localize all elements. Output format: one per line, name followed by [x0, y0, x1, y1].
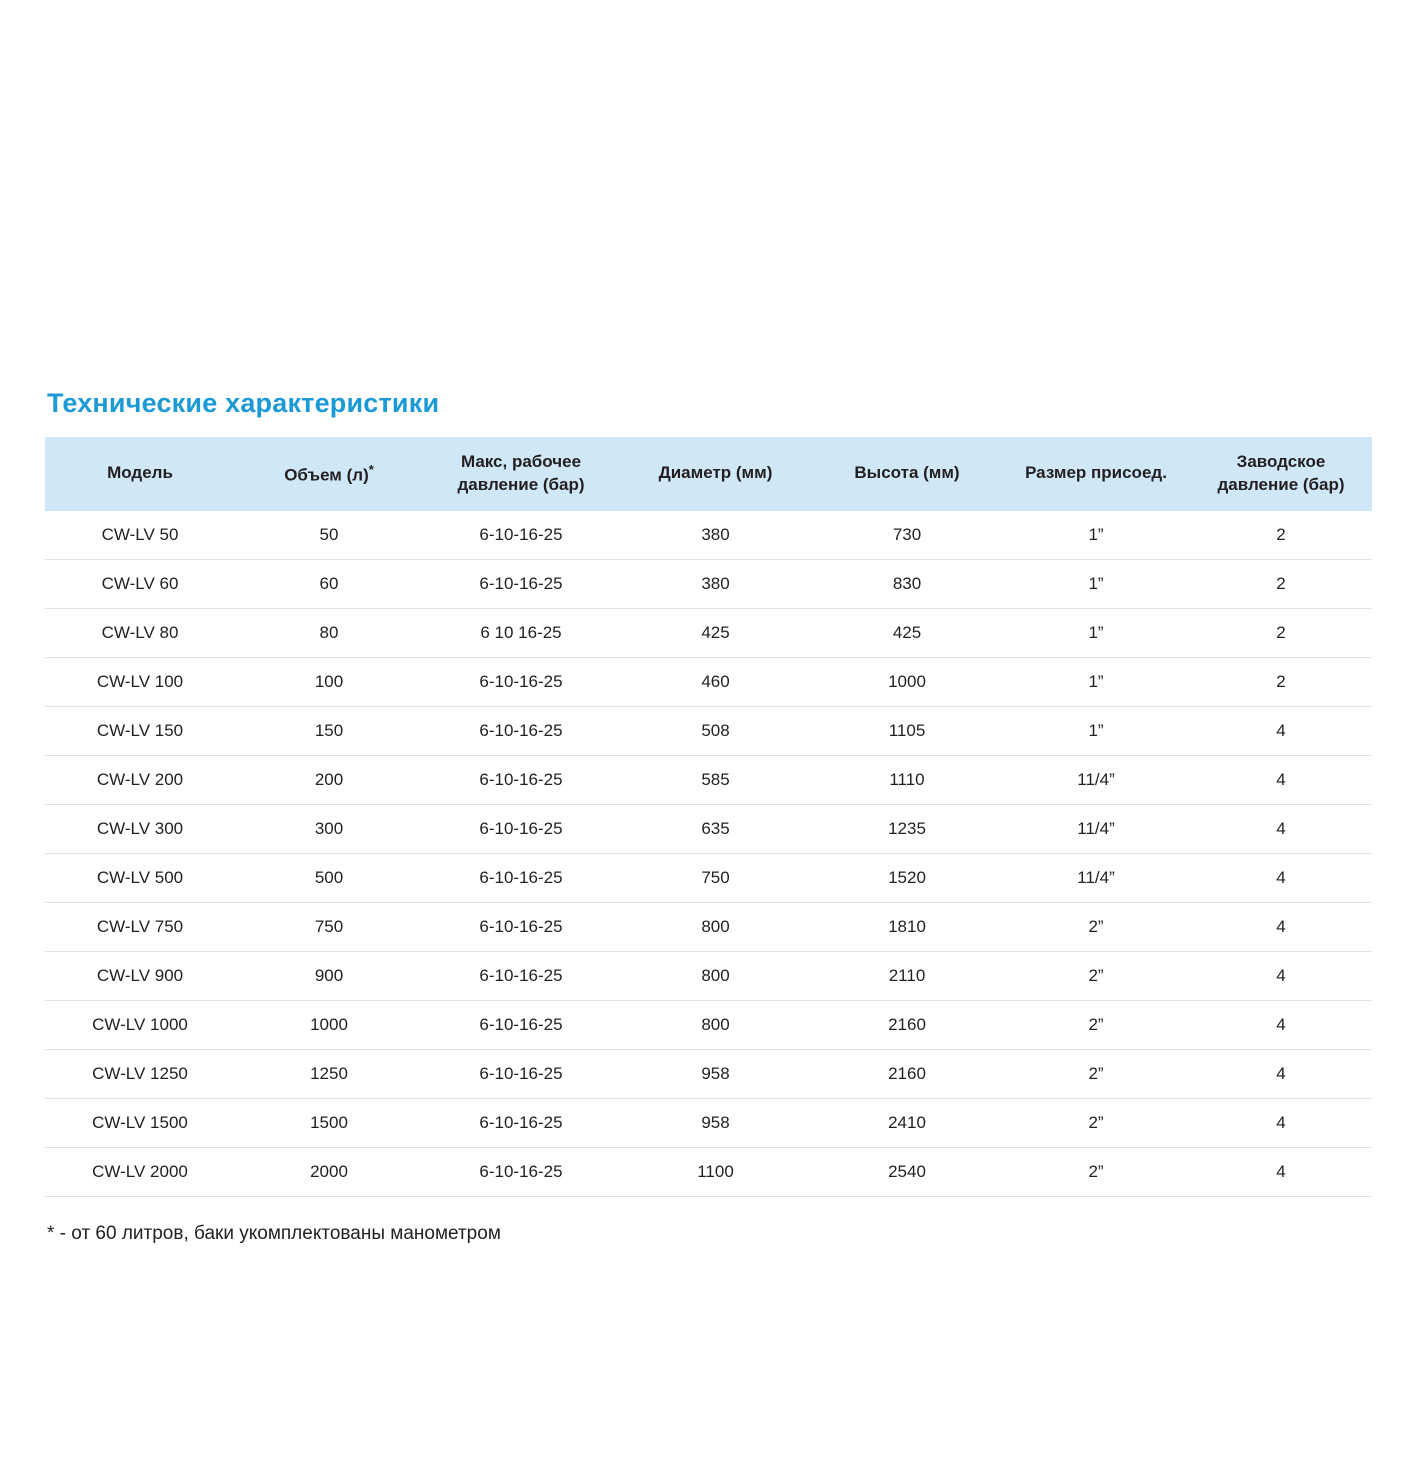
cell-volume: 1500 — [235, 1098, 423, 1147]
cell-height: 2110 — [812, 951, 1002, 1000]
table-header — [45, 437, 1372, 511]
cell-height: 730 — [812, 511, 1002, 560]
cell-volume: 60 — [235, 559, 423, 608]
footnote-star: * — [47, 1222, 55, 1244]
cell-diameter: 800 — [619, 951, 812, 1000]
cell-volume: 300 — [235, 804, 423, 853]
cell-model: CW-LV 100 — [45, 657, 235, 706]
cell-factory-pressure: 4 — [1190, 755, 1372, 804]
cell-model: CW-LV 1250 — [45, 1049, 235, 1098]
cell-connection-size: 11/4” — [1002, 755, 1190, 804]
cell-model: CW-LV 2000 — [45, 1147, 235, 1196]
cell-connection-size: 2” — [1002, 902, 1190, 951]
cell-height: 425 — [812, 608, 1002, 657]
table-row — [45, 902, 1372, 951]
cell-max-pressure: 6 10 16-25 — [423, 608, 619, 657]
cell-max-pressure: 6-10-16-25 — [423, 1049, 619, 1098]
cell-height: 2540 — [812, 1147, 1002, 1196]
cell-connection-size: 1” — [1002, 511, 1190, 560]
specifications-table — [45, 437, 1372, 1197]
cell-model: CW-LV 150 — [45, 706, 235, 755]
cell-max-pressure: 6-10-16-25 — [423, 1147, 619, 1196]
cell-factory-pressure: 2 — [1190, 608, 1372, 657]
table-row — [45, 755, 1372, 804]
cell-model: CW-LV 1500 — [45, 1098, 235, 1147]
cell-diameter: 380 — [619, 511, 812, 560]
column-header-height: Высота (мм) — [812, 437, 1002, 511]
column-header-diameter: Диаметр (мм) — [619, 437, 812, 511]
column-header-max-pressure: Макс, рабочее давление (бар) — [423, 437, 619, 511]
cell-volume: 50 — [235, 511, 423, 560]
cell-connection-size: 1” — [1002, 559, 1190, 608]
cell-volume: 900 — [235, 951, 423, 1000]
cell-factory-pressure: 4 — [1190, 902, 1372, 951]
cell-diameter: 460 — [619, 657, 812, 706]
cell-max-pressure: 6-10-16-25 — [423, 657, 619, 706]
cell-max-pressure: 6-10-16-25 — [423, 559, 619, 608]
cell-factory-pressure: 4 — [1190, 1098, 1372, 1147]
cell-factory-pressure: 2 — [1190, 511, 1372, 560]
cell-model: CW-LV 900 — [45, 951, 235, 1000]
column-header-volume: Объем (л)* — [235, 437, 423, 511]
cell-factory-pressure: 4 — [1190, 1049, 1372, 1098]
cell-height: 1235 — [812, 804, 1002, 853]
cell-diameter: 380 — [619, 559, 812, 608]
cell-volume: 1250 — [235, 1049, 423, 1098]
table-row — [45, 657, 1372, 706]
cell-factory-pressure: 4 — [1190, 853, 1372, 902]
cell-connection-size: 1” — [1002, 657, 1190, 706]
cell-diameter: 800 — [619, 1000, 812, 1049]
footnote-text: - от 60 литров, баки укомплектованы манометром — [54, 1222, 501, 1244]
cell-max-pressure: 6-10-16-25 — [423, 804, 619, 853]
cell-model: CW-LV 300 — [45, 804, 235, 853]
cell-height: 1000 — [812, 657, 1002, 706]
cell-connection-size: 2” — [1002, 1000, 1190, 1049]
table-row — [45, 511, 1372, 560]
table-row — [45, 1000, 1372, 1049]
table-row — [45, 1147, 1372, 1196]
cell-diameter: 958 — [619, 1098, 812, 1147]
cell-factory-pressure: 4 — [1190, 951, 1372, 1000]
cell-volume: 100 — [235, 657, 423, 706]
cell-connection-size: 1” — [1002, 706, 1190, 755]
cell-height: 830 — [812, 559, 1002, 608]
cell-height: 2160 — [812, 1000, 1002, 1049]
cell-connection-size: 11/4” — [1002, 804, 1190, 853]
cell-max-pressure: 6-10-16-25 — [423, 1000, 619, 1049]
cell-factory-pressure: 4 — [1190, 706, 1372, 755]
cell-diameter: 425 — [619, 608, 812, 657]
cell-connection-size: 11/4” — [1002, 853, 1190, 902]
cell-diameter: 508 — [619, 706, 812, 755]
cell-connection-size: 2” — [1002, 951, 1190, 1000]
column-header-connection-size: Размер присоед. — [1002, 437, 1190, 511]
cell-diameter: 800 — [619, 902, 812, 951]
cell-connection-size: 2” — [1002, 1049, 1190, 1098]
cell-volume: 500 — [235, 853, 423, 902]
cell-connection-size: 1” — [1002, 608, 1190, 657]
cell-height: 1105 — [812, 706, 1002, 755]
cell-height: 1810 — [812, 902, 1002, 951]
table-row — [45, 853, 1372, 902]
cell-volume: 1000 — [235, 1000, 423, 1049]
cell-volume: 80 — [235, 608, 423, 657]
cell-max-pressure: 6-10-16-25 — [423, 1098, 619, 1147]
table-row — [45, 804, 1372, 853]
page-title: Технические характеристики — [47, 388, 440, 418]
cell-diameter: 750 — [619, 853, 812, 902]
cell-factory-pressure: 4 — [1190, 804, 1372, 853]
cell-model: CW-LV 1000 — [45, 1000, 235, 1049]
table-row — [45, 608, 1372, 657]
table-row — [45, 1098, 1372, 1147]
table-row — [45, 951, 1372, 1000]
table-header-row — [45, 437, 1372, 511]
cell-factory-pressure: 2 — [1190, 657, 1372, 706]
column-header-factory-pressure: Заводское давление (бар) — [1190, 437, 1372, 511]
cell-height: 1110 — [812, 755, 1002, 804]
cell-connection-size: 2” — [1002, 1147, 1190, 1196]
cell-height: 2160 — [812, 1049, 1002, 1098]
cell-model: CW-LV 80 — [45, 608, 235, 657]
cell-height: 1520 — [812, 853, 1002, 902]
footnote — [47, 1223, 1375, 1245]
cell-model: CW-LV 200 — [45, 755, 235, 804]
cell-max-pressure: 6-10-16-25 — [423, 902, 619, 951]
cell-model: CW-LV 750 — [45, 902, 235, 951]
cell-diameter: 635 — [619, 804, 812, 853]
column-header-model: Модель — [45, 437, 235, 511]
volume-footnote-marker: * — [368, 461, 374, 477]
table-row — [45, 559, 1372, 608]
table-row — [45, 706, 1372, 755]
cell-factory-pressure: 2 — [1190, 559, 1372, 608]
cell-max-pressure: 6-10-16-25 — [423, 706, 619, 755]
cell-height: 2410 — [812, 1098, 1002, 1147]
cell-connection-size: 2” — [1002, 1098, 1190, 1147]
cell-volume: 750 — [235, 902, 423, 951]
table-row — [45, 1049, 1372, 1098]
cell-factory-pressure: 4 — [1190, 1147, 1372, 1196]
cell-diameter: 958 — [619, 1049, 812, 1098]
spec-sheet — [45, 388, 1375, 1264]
table-body — [45, 511, 1372, 1197]
cell-max-pressure: 6-10-16-25 — [423, 853, 619, 902]
cell-model: CW-LV 500 — [45, 853, 235, 902]
cell-model: CW-LV 50 — [45, 511, 235, 560]
cell-max-pressure: 6-10-16-25 — [423, 951, 619, 1000]
cell-volume: 200 — [235, 755, 423, 804]
cell-diameter: 1100 — [619, 1147, 812, 1196]
cell-diameter: 585 — [619, 755, 812, 804]
cell-volume: 150 — [235, 706, 423, 755]
cell-factory-pressure: 4 — [1190, 1000, 1372, 1049]
cell-max-pressure: 6-10-16-25 — [423, 755, 619, 804]
cell-model: CW-LV 60 — [45, 559, 235, 608]
cell-max-pressure: 6-10-16-25 — [423, 511, 619, 560]
cell-volume: 2000 — [235, 1147, 423, 1196]
